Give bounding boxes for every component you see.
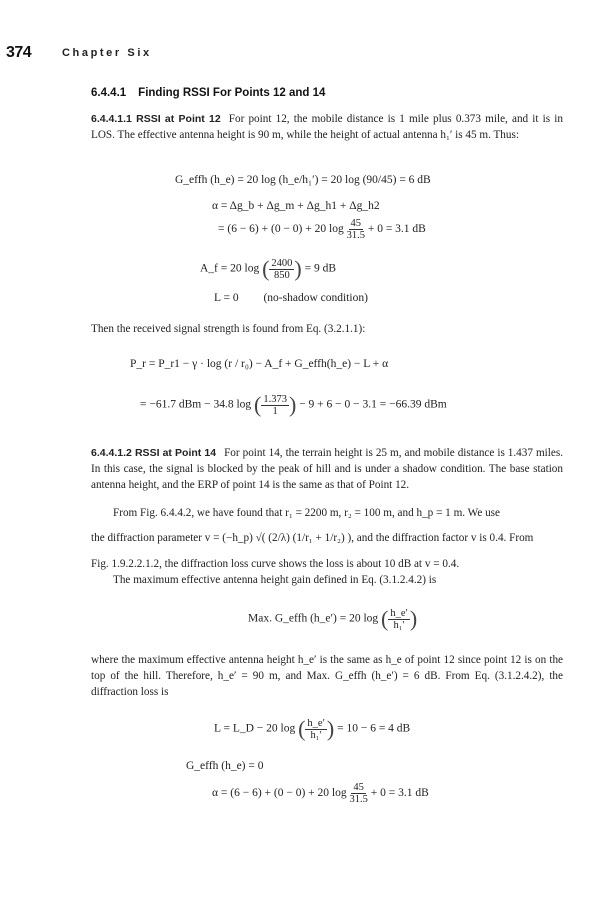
fraction xyxy=(305,718,326,741)
paragraph-text: For point 14, the terrain height is 25 m, and mobile distance is 1.437 miles. In this case, the signal is blocked by the peak of hill and is under a shadow condition. The base station antenna height, and the ERP of point 14 is the same as that of Point 12. xyxy=(91,447,563,491)
numerator: h_e′ xyxy=(390,607,408,619)
section-number: 6.4.4.1 xyxy=(91,87,127,99)
denominator: 31.5 xyxy=(346,230,365,241)
text-line: The maximum effective antenna height gain defined in Eq. (3.1.2.4.2) is xyxy=(113,574,437,586)
paragraph-point-14 xyxy=(91,445,563,493)
equation-pr-value: = −61.7 dBm − 34.8 log ( $\frac{1.373}{1}$ ) − 9 + 6 − 0 − 3.1 = −66.39 dBm xyxy=(140,392,447,417)
paragraph-max-height: where the maximum effective antenna height h_e′ is the same as h_e of point 12 since point 12 is on the top of the hill. Therefore, h_e′ = 90 m, and Max. G_effh (h_e′) = 6 dB. From Eq. (3.1.2.4.2), the diffraction loss is xyxy=(91,654,563,698)
section-heading xyxy=(91,87,325,99)
eq-left: L = L_D − 20 log xyxy=(214,722,296,735)
denominator: 1 xyxy=(272,405,278,417)
fraction xyxy=(261,394,289,417)
numerator: 45 xyxy=(353,782,364,793)
equation-l xyxy=(214,292,368,304)
equation-gain: G_effh (h_e) = 20 log (h_e/h₁′) = 20 log (90/45) = 6 dB xyxy=(175,174,431,186)
text-line: Fig. 1.9.2.2.1.2, the diffraction loss curve shows the loss is about 10 dB at v = 0.4. xyxy=(91,558,460,570)
equation-alpha: α = Δg_b + Δg_m + Δg_h1 + Δg_h2 xyxy=(212,200,380,212)
paragraph-text: For point 12, the mobile distance is 1 mile plus 0.373 mile, and it is in LOS. The effective antenna height is 90 m, while the height of actual antenna h₁′ is 45 m. Thus: xyxy=(91,113,563,141)
eq-left: = (6 − 6) + (0 − 0) + 20 log xyxy=(218,223,344,236)
equation-af: A_f = 20 log ( $\frac{2400}{850}$ ) = 9 dB xyxy=(200,256,337,281)
eq-left: Max. G_effh (h_e′) = 20 log xyxy=(248,612,379,625)
diffraction-parameter: the diffraction parameter v = (−h_p) √( (2/λ) (1/r₁ + 1/r₂) ), xyxy=(91,532,354,544)
subsection-heading-point-14: 6.4.4.1.2 RSSI at Point 14 xyxy=(91,447,217,459)
fraction xyxy=(269,258,294,281)
denominator: h₁′ xyxy=(310,729,322,741)
fraction xyxy=(388,608,409,631)
eq-left: = −61.7 dBm − 34.8 log xyxy=(140,398,252,411)
page-number: 374 xyxy=(6,44,32,61)
section-title: Finding RSSI For Points 12 and 14 xyxy=(138,87,326,99)
paragraph-received-signal: Then the received signal strength is found from Eq. (3.2.1.1): xyxy=(91,323,366,335)
numerator: 1.373 xyxy=(263,393,287,405)
eq-right: + 0 = 3.1 dB xyxy=(370,787,429,800)
eq-right: + 0 = 3.1 dB xyxy=(367,223,426,236)
eq-right: = 10 − 6 = 4 dB xyxy=(337,722,411,735)
denominator: h₁′ xyxy=(393,619,405,631)
fraction xyxy=(347,218,365,241)
equation-alpha-value xyxy=(218,218,426,241)
eq-left: A_f = 20 log xyxy=(200,262,260,275)
equation-alpha-repeat xyxy=(212,782,429,805)
subsection-heading-point-12: 6.4.4.1.1 RSSI at Point 12 xyxy=(91,113,221,125)
equation-loss: L = L_D − 20 log ( $\frac{h\_e'}{\text{h₁′}}$ ) = 10 − 6 = 4 dB xyxy=(214,716,411,741)
eq-left: α = (6 − 6) + (0 − 0) + 20 log xyxy=(212,787,347,800)
denominator: 850 xyxy=(274,269,290,281)
numerator: h_e′ xyxy=(307,717,325,729)
eq-l-note: (no-shadow condition) xyxy=(263,292,368,304)
denominator: 31.5 xyxy=(349,794,368,805)
diffraction-factor: and the diffraction factor v is 0.4. From xyxy=(356,532,534,544)
equation-max-gain: Max. G_effh (h_e′) = 20 log ( $\frac{h\_e'}{\text{h₁′}}$ ) xyxy=(248,606,418,631)
chapter-title: Chapter Six xyxy=(62,47,152,59)
numerator: 45 xyxy=(350,218,362,229)
text-line: From Fig. 6.4.4.2, we have found that r₁ = 2200 m, r₂ = 100 m, and h_p = 1 m. We use xyxy=(113,507,500,519)
text-line-diffraction xyxy=(91,530,563,546)
equation-pr: P_r = P_r1 − γ · log (r / r₀) − A_f + G_effh(h_e) − L + α xyxy=(130,358,389,370)
eq-right: = 9 dB xyxy=(304,262,337,275)
eq-right: − 9 + 6 − 0 − 3.1 = −66.39 dBm xyxy=(299,398,447,411)
numerator: 2400 xyxy=(271,257,293,269)
paragraph-point-12 xyxy=(91,111,563,143)
fraction xyxy=(349,782,367,805)
eq-l-value: L = 0 xyxy=(214,292,239,304)
equation-gain-zero: G_effh (h_e) = 0 xyxy=(186,760,264,772)
